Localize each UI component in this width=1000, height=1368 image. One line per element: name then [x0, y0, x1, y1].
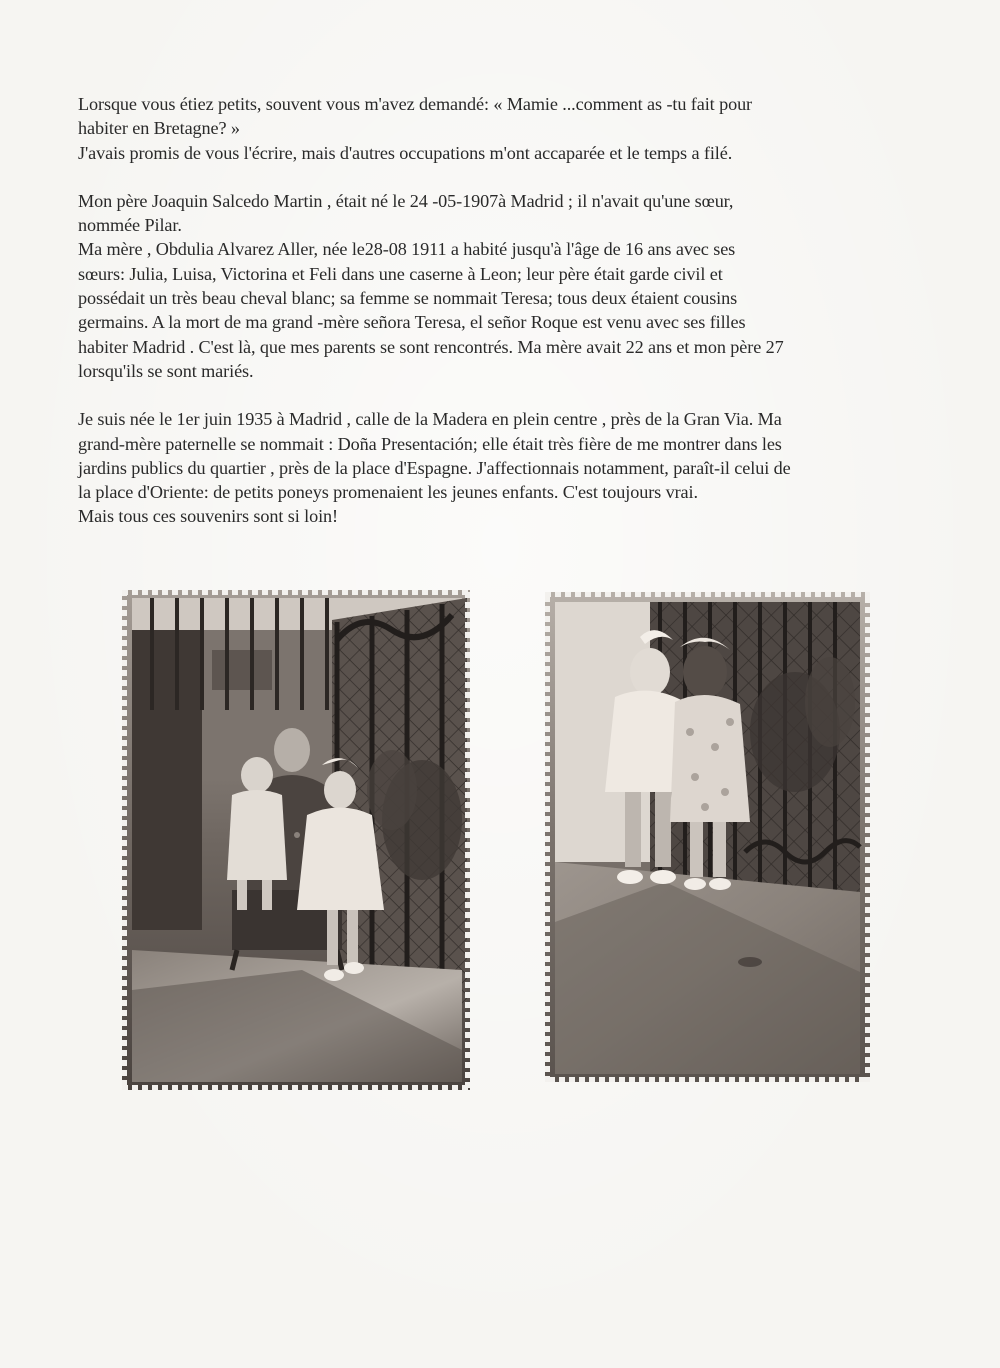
paragraph-birth	[78, 407, 898, 528]
text-line: Mon père Joaquin Salcedo Martin , était né le 24 -05-1907à Madrid ; il n'avait qu'une sœur,	[78, 190, 734, 211]
paragraph-parents	[78, 189, 898, 383]
text-line: sœurs: Julia, Luisa, Victorina et Feli dans une caserne à Leon; leur père était garde civil et	[78, 263, 723, 284]
photo-right-image	[545, 592, 870, 1082]
text-line: Ma mère , Obdulia Alvarez Aller, née le28-08 1911 a habité jusqu'à l'âge de 16 ans avec ses	[78, 239, 736, 260]
text-line: nommée Pilar.	[78, 215, 182, 236]
photo-child-with-doll	[545, 592, 870, 1082]
photo-grandmother-and-children	[122, 590, 470, 1090]
text-line: lorsqu'ils se sont mariés.	[78, 360, 254, 381]
text-line: Je suis née le 1er juin 1935 à Madrid , calle de la Madera en plein centre , près de la Gran Via. Ma	[78, 409, 782, 430]
text-line: habiter Madrid . C'est là, que mes parents se sont rencontrés. Ma mère avait 22 ans et mon père 27	[78, 336, 784, 357]
text-line: possédait un très beau cheval blanc; sa femme se nommait Teresa; tous deux étaient cousins	[78, 288, 738, 309]
text-line: germains. A la mort de ma grand -mère señora Teresa, el señor Roque est venu avec ses filles	[78, 312, 746, 333]
text-line: jardins publics du quartier , près de la place d'Espagne. J'affectionnais notamment, paraît-il celui de	[78, 457, 791, 478]
text-line: Lorsque vous étiez petits, souvent vous m'avez demandé: « Mamie ...comment as -tu fait pour	[78, 94, 753, 114]
text-line: la place d'Oriente: de petits poneys promenaient les jeunes enfants. C'est toujours vrai.	[78, 482, 698, 503]
text-line: grand-mère paternelle se nommait : Doña Presentación; elle était très fière de me montrer dans les	[78, 433, 782, 454]
letter-text	[78, 92, 898, 553]
text-line: J'avais promis de vous l'écrire, mais d'autres occupations m'ont accaparée et le temps a filé.	[78, 142, 733, 163]
paragraph-intro	[78, 92, 898, 165]
text-line: Mais tous ces souvenirs sont si loin!	[78, 506, 339, 527]
text-line: habiter en Bretagne? »	[78, 118, 240, 139]
photo-left-image	[122, 590, 470, 1090]
